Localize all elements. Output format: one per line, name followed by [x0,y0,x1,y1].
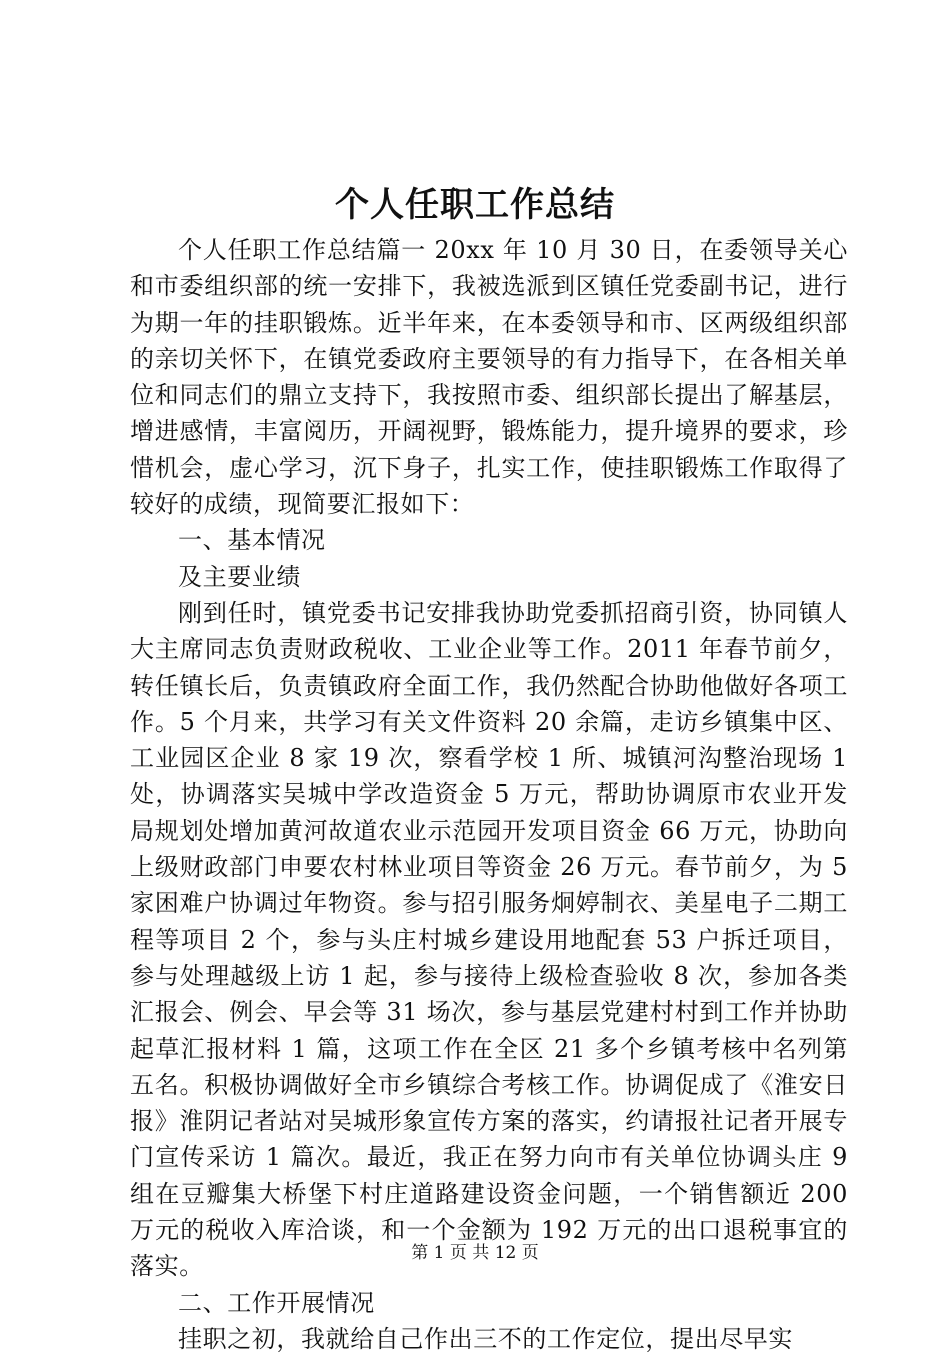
document-body [130,232,848,1357]
paragraph-achievements: 刚到任时，镇党委书记安排我协助党委抓招商引资，协同镇人大主席同志负责财政税收、工业企业等工作。2011 年春节前夕，转任镇长后，负责镇政府全面工作，我仍然配合协助他做好各项工作。5 个月来，共学习有关文件资料 20 余篇，走访乡镇集中区、工业园区企业 8 家 19 次，察看学校 1 所、城镇河沟整治现场 1 处，协调落实吴城中学改造资金 5 万元，帮助协调原市农业开发局规划处增加黄河故道农业示范园开发项目资金 66 万元，协助向上级财政部门申要农村林业项目等资金 26 万元。春节前夕，为 5 家困难户协调过年物资。参与招引服务炯婷制衣、美星电子二期工程等项目 2 个，参与头庄村城乡建设用地配套 53 户拆迁项目，参与处理越级上访 1 起，参与接待上级检查验收 8 次，参加各类汇报会、例会、早会等 31 场次，参与基层党建村村到工作并协助起草汇报材料 1 篇，这项工作在全区 21 多个乡镇考核中名列第五名。积极协调做好全市乡镇综合考核工作。协调促成了《淮安日报》淮阴记者站对吴城形象宣传方案的落实，约请报社记者开展专门宣传采访 1 篇次。最近，我正在努力向市有关单位协调头庄 9 组在豆瓣集大桥堡下村庄道路建设资金问题，一个销售额近 200 万元的税收入库洽谈，和一个金额为 192 万元的出口退税事宜的落实。 [130,598,848,1281]
section-heading-achievements: 及主要业绩 [178,562,301,591]
paragraph-intro: 个人任职工作总结篇一 20xx 年 10 月 30 日，在委领导关心和市委组织部的统一安排下，我被选派到区镇任党委副书记，进行为期一年的挂职锻炼。近半年来，在本委领导和市、区两级组织部的亲切关怀下，在镇党委政府主要领导的有力指导下，在各相关单位和同志们的鼎立支持下，我按照市委、组织部长提出了解基层，增进感情，丰富阅历，开阔视野，锻炼能力，提升境界的要求，珍惜机会，虚心学习，沉下身子，扎实工作，使挂职锻炼工作取得了较好的成绩，现简要汇报如下： [130,236,848,519]
document-title: 个人任职工作总结 [335,185,615,225]
page-footer: 第 1 页 共 12 页 [411,1243,539,1263]
paragraph-work: 挂职之初，我就给自己作出三不的工作定位，提出尽早实 [178,1324,793,1353]
section-heading-basic: 一、基本情况 [178,526,326,555]
section-heading-work: 二、工作开展情况 [178,1288,375,1317]
